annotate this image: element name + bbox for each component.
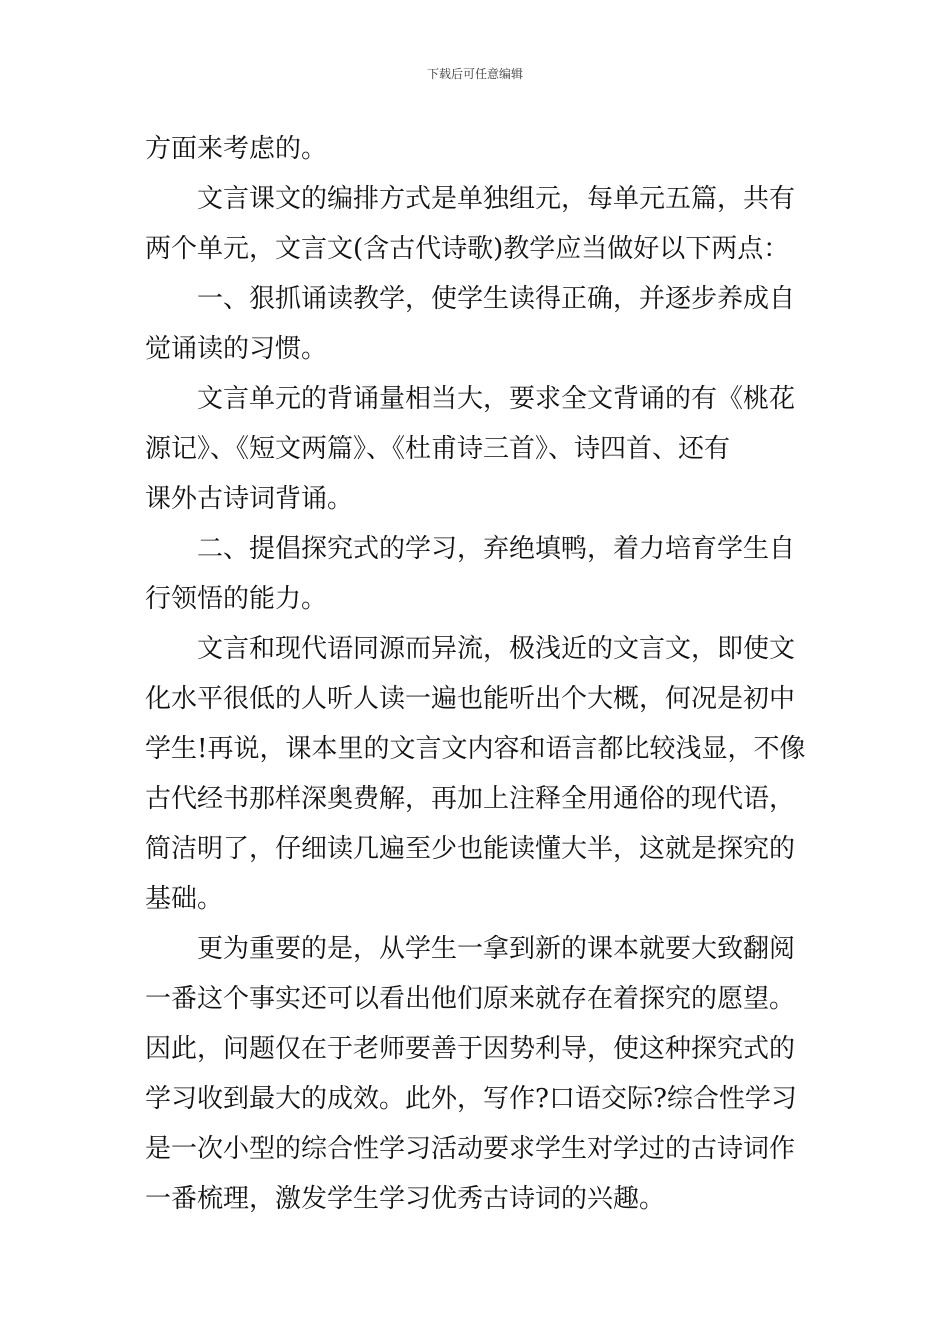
text-line: 课外古诗词背诵。 xyxy=(145,484,354,514)
text-line: 学习收到最大的成效。此外，写作?口语交际?综合性学习 xyxy=(145,1084,797,1114)
text-line: 二、提倡探究式的学习，弃绝填鸭，着力培育学生自 xyxy=(197,534,796,564)
text-line: 基础。 xyxy=(145,884,224,914)
text-line: 源记》、《短文两篇》、《杜甫诗三首》、诗四首、还有 xyxy=(145,434,731,464)
text-line: 觉诵读的习惯。 xyxy=(145,334,328,364)
text-line: 一番这个事实还可以看出他们原来就存在着探究的愿望。 xyxy=(145,984,796,1014)
text-line: 一、狠抓诵读教学，使学生读得正确，并逐步养成自 xyxy=(197,284,796,314)
text-line: 更为重要的是，从学生一拿到新的课本就要大致翻阅 xyxy=(197,934,796,964)
text-line: 古代经书那样深奥费解，再加上注释全用通俗的现代语， xyxy=(145,784,796,814)
text-line: 简洁明了，仔细读几遍至少也能读懂大半，这就是探究的 xyxy=(145,834,796,864)
text-line: 化水平很低的人听人读一遍也能听出个大概，何况是初中 xyxy=(145,684,796,714)
text-line: 是一次小型的综合性学习活动要求学生对学过的古诗词作 xyxy=(145,1134,796,1164)
document-body xyxy=(145,124,810,1224)
text-line: 行领悟的能力。 xyxy=(145,584,328,614)
text-line: 两个单元，文言文(含古代诗歌)教学应当做好以下两点： xyxy=(145,234,790,264)
text-line: 文言单元的背诵量相当大，要求全文背诵的有《桃花 xyxy=(197,384,796,414)
text-line: 一番梳理，激发学生学习优秀古诗词的兴趣。 xyxy=(145,1184,666,1214)
page-header-note: 下载后可任意编辑 xyxy=(426,67,523,81)
text-line: 学生!再说，课本里的文言文内容和语言都比较浅显，不像 xyxy=(145,734,806,764)
text-line: 文言和现代语同源而异流，极浅近的文言文，即使文 xyxy=(197,634,796,664)
text-line: 方面来考虑的。 xyxy=(145,134,328,164)
text-line: 因此，问题仅在于老师要善于因势利导，使这种探究式的 xyxy=(145,1034,796,1064)
text-line: 文言课文的编排方式是单独组元，每单元五篇，共有 xyxy=(197,184,796,214)
